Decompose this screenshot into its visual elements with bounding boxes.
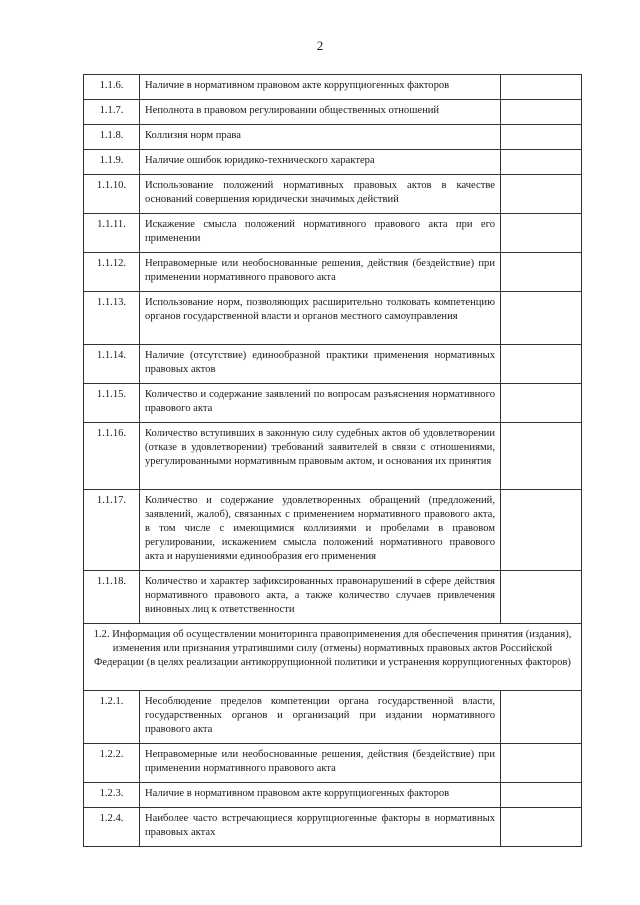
- table-row: [84, 214, 582, 253]
- value-cell: [501, 125, 582, 150]
- value-cell: [501, 345, 582, 384]
- section-heading: 1.2. Информация об осуществлении мониторинга правоприменения для обеспечения принятия (издания), изменения или признания утратившими силу (отмены) нормативных правовых актов Российской Федерации (в целях реализации антикоррупционной политики и устранения коррупциогенных факторов): [84, 624, 582, 691]
- row-number: 1.1.13.: [84, 292, 140, 345]
- table-row: [84, 150, 582, 175]
- row-description: Количество и содержание удовлетворенных обращений (предложений, заявлений, жалоб), связанных с применением нормативного правового акта, в том числе с имеющимися коллизиями и пробелами в правовом регулировании, искажением смысла положений нормативного правового акта и нарушениями единообразия его применения: [140, 490, 501, 571]
- value-cell: [501, 783, 582, 808]
- row-number: 1.1.11.: [84, 214, 140, 253]
- table-row: [84, 783, 582, 808]
- value-cell: [501, 292, 582, 345]
- row-number: 1.2.3.: [84, 783, 140, 808]
- row-number: 1.2.4.: [84, 808, 140, 847]
- row-description: Наличие ошибок юридико-технического характера: [140, 150, 501, 175]
- row-number: 1.1.12.: [84, 253, 140, 292]
- row-number: 1.1.16.: [84, 423, 140, 490]
- page-number: 2: [316, 38, 324, 53]
- table-row: [84, 345, 582, 384]
- row-description: Коллизия норм права: [140, 125, 501, 150]
- row-number: 1.1.17.: [84, 490, 140, 571]
- row-description: Наличие в нормативном правовом акте коррупциогенных факторов: [140, 783, 501, 808]
- row-number: 1.2.1.: [84, 691, 140, 744]
- table-row: [84, 292, 582, 345]
- row-number: 1.1.10.: [84, 175, 140, 214]
- row-description: Наиболее часто встречающиеся коррупциогенные факторы в нормативных правовых актах: [140, 808, 501, 847]
- row-description: Неправомерные или необоснованные решения, действия (бездействие) при применении нормативного правового акта: [140, 253, 501, 292]
- table-row: [84, 744, 582, 783]
- value-cell: [501, 75, 582, 100]
- row-number: 1.1.7.: [84, 100, 140, 125]
- row-description: Наличие в нормативном правовом акте коррупциогенных факторов: [140, 75, 501, 100]
- row-description: Использование положений нормативных правовых актов в качестве оснований совершения юридически значимых действий: [140, 175, 501, 214]
- table-row: [84, 75, 582, 100]
- value-cell: [501, 571, 582, 624]
- row-number: 1.1.15.: [84, 384, 140, 423]
- row-description: Искажение смысла положений нормативного правового акта при его применении: [140, 214, 501, 253]
- table-row: [84, 490, 582, 571]
- row-number: 1.1.8.: [84, 125, 140, 150]
- row-description: Количество и характер зафиксированных правонарушений в сфере действия нормативного правового акта, а также количество случаев привлечения виновных лиц к ответственности: [140, 571, 501, 624]
- row-number: 1.1.6.: [84, 75, 140, 100]
- value-cell: [501, 384, 582, 423]
- value-cell: [501, 253, 582, 292]
- row-description: Наличие (отсутствие) единообразной практики применения нормативных правовых актов: [140, 345, 501, 384]
- table-row: [84, 808, 582, 847]
- value-cell: [501, 100, 582, 125]
- row-description: Количество и содержание заявлений по вопросам разъяснения нормативного правового акта: [140, 384, 501, 423]
- row-number: 1.1.9.: [84, 150, 140, 175]
- row-description: Количество вступивших в законную силу судебных актов об удовлетворении (отказе в удовлетворении) требований заявителей в связи с отношениями, урегулированными нормативным правовым актом, и основания их принятия: [140, 423, 501, 490]
- table-row: [84, 125, 582, 150]
- row-number: 1.2.2.: [84, 744, 140, 783]
- table-row: [84, 175, 582, 214]
- row-description: Неправомерные или необоснованные решения, действия (бездействие) при применении нормативного правового акта: [140, 744, 501, 783]
- row-description: Использование норм, позволяющих расширительно толковать компетенцию органов государственной власти и органов местного самоуправления: [140, 292, 501, 345]
- value-cell: [501, 214, 582, 253]
- row-description: Неполнота в правовом регулировании общественных отношений: [140, 100, 501, 125]
- table-row: [84, 253, 582, 292]
- row-number: 1.1.14.: [84, 345, 140, 384]
- table-row: [84, 384, 582, 423]
- table-row: [84, 571, 582, 624]
- value-cell: [501, 808, 582, 847]
- value-cell: [501, 175, 582, 214]
- table-row: [84, 100, 582, 125]
- value-cell: [501, 691, 582, 744]
- row-description: Несоблюдение пределов компетенции органа государственной власти, государственных органов и организаций при издании нормативного правового акта: [140, 691, 501, 744]
- section-row: [84, 624, 582, 691]
- value-cell: [501, 744, 582, 783]
- value-cell: [501, 423, 582, 490]
- monitoring-table: [83, 74, 582, 847]
- table-row: [84, 423, 582, 490]
- table-row: [84, 691, 582, 744]
- value-cell: [501, 490, 582, 571]
- value-cell: [501, 150, 582, 175]
- row-number: 1.1.18.: [84, 571, 140, 624]
